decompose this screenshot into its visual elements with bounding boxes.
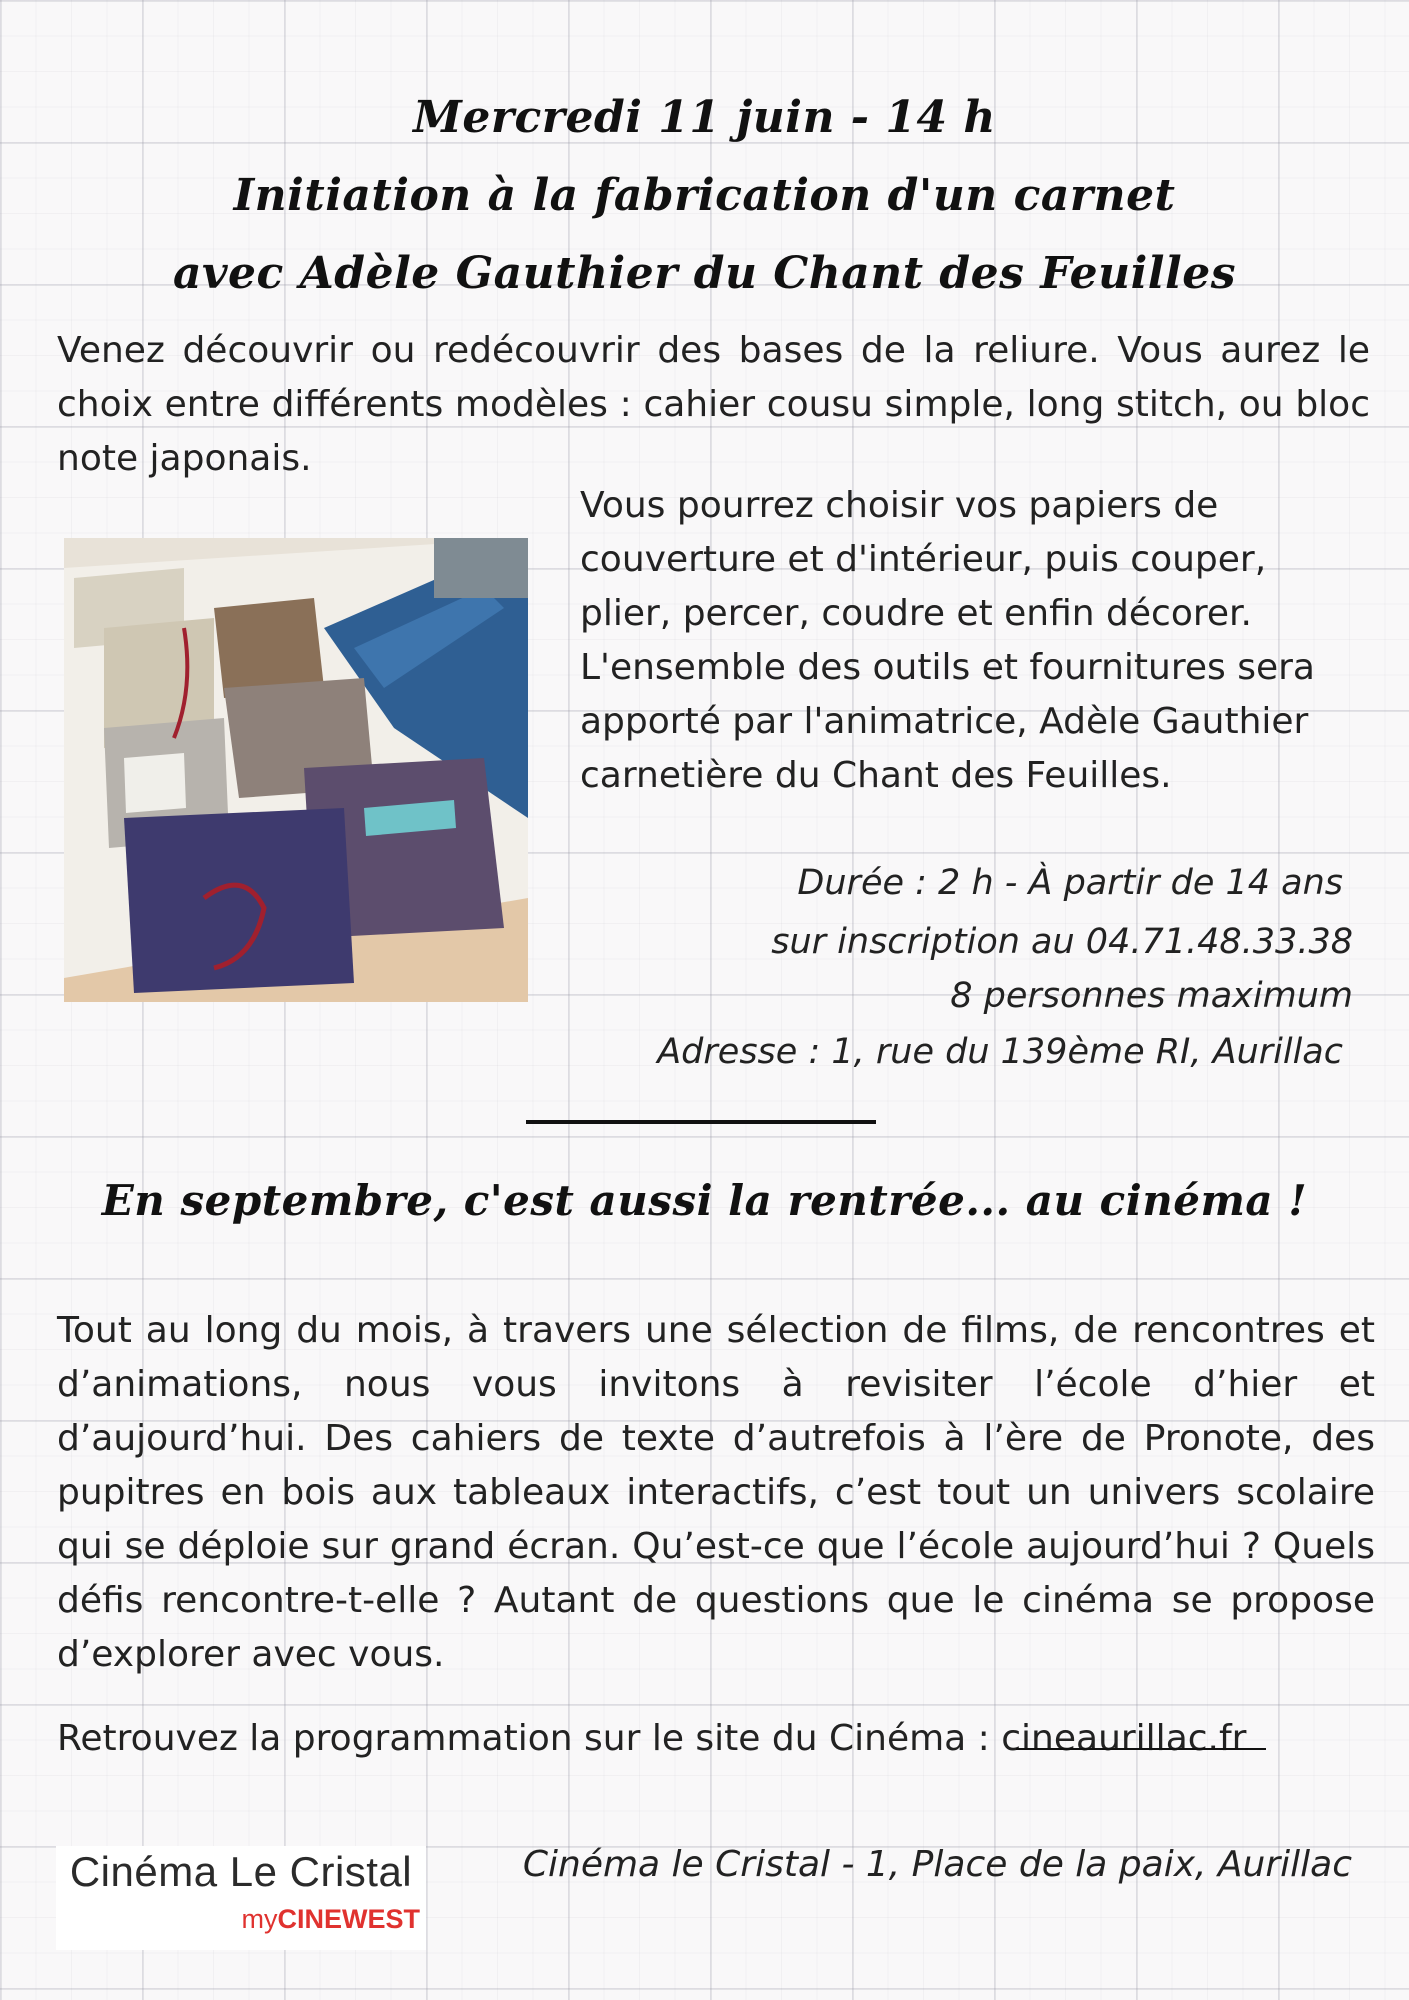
event-host: avec Adèle Gauthier du Chant des Feuilles xyxy=(172,248,1236,299)
details-line: carnetière du Chant des Feuilles. xyxy=(580,755,1172,796)
cinema-logo xyxy=(56,1846,426,1950)
workshop-photo xyxy=(64,538,528,1002)
logo-sub-my: my xyxy=(241,1904,278,1934)
details-line: L'ensemble des outils et fournitures sera xyxy=(580,647,1315,688)
details-line: couverture et d'intérieur, puis couper, xyxy=(580,539,1267,580)
link-underline xyxy=(1016,1748,1266,1750)
logo-sub-brand: CINEWEST xyxy=(277,1904,420,1934)
details-line: plier, percer, coudre et enfin décorer. xyxy=(580,593,1252,634)
logo-name: Cinéma Le Cristal xyxy=(69,1848,413,1895)
details-line: apporté par l'animatrice, Adèle Gauthier xyxy=(580,701,1309,742)
registration-info: sur inscription au 04.71.48.33.38 xyxy=(771,922,1353,962)
september-paragraph: Tout au long du mois, à travers une sélection de films, de rencontres et d’animations, nous vous invitons à revisiter l’école d’hier et d’aujourd’hui. Des cahiers de texte d’autrefois à l’ère de Pronote, des pupitres en bois aux tableaux interactifs, c’est tout un univers scolaire qui se déploie sur grand écran. Qu’est-ce que l’école aujourd’hui ? Quels défis rencontre-t-elle ? Autant de questions que le cinéma se propose d’explorer avec vous. xyxy=(57,1310,1375,1675)
address-info: Adresse : 1, rue du 139ème RI, Aurillac xyxy=(657,1032,1343,1072)
capacity-info: 8 personnes maximum xyxy=(950,976,1353,1016)
september-title: En septembre, c'est aussi la rentrée... au cinéma ! xyxy=(101,1176,1308,1225)
section-divider xyxy=(526,1120,876,1124)
intro-paragraph: Venez découvrir ou redécouvrir des bases de la reliure. Vous aurez le choix entre différents modèles : cahier cousu simple, long stitch, ou bloc note japonais. xyxy=(57,330,1370,479)
logo-subtitle xyxy=(241,1904,420,1935)
event-date-time: Mercredi 11 juin - 14 h xyxy=(413,92,996,143)
footer-address: Cinéma le Cristal - 1, Place de la paix, Aurillac xyxy=(522,1844,1352,1885)
duration-info: Durée : 2 h - À partir de 14 ans xyxy=(797,863,1343,903)
program-link-text: Retrouvez la programmation sur le site du Cinéma : cineaurillac.fr xyxy=(57,1718,1247,1759)
details-line: Vous pourrez choisir vos papiers de xyxy=(580,485,1219,526)
details-paragraph xyxy=(580,479,1380,803)
event-title: Initiation à la fabrication d'un carnet xyxy=(233,170,1176,221)
